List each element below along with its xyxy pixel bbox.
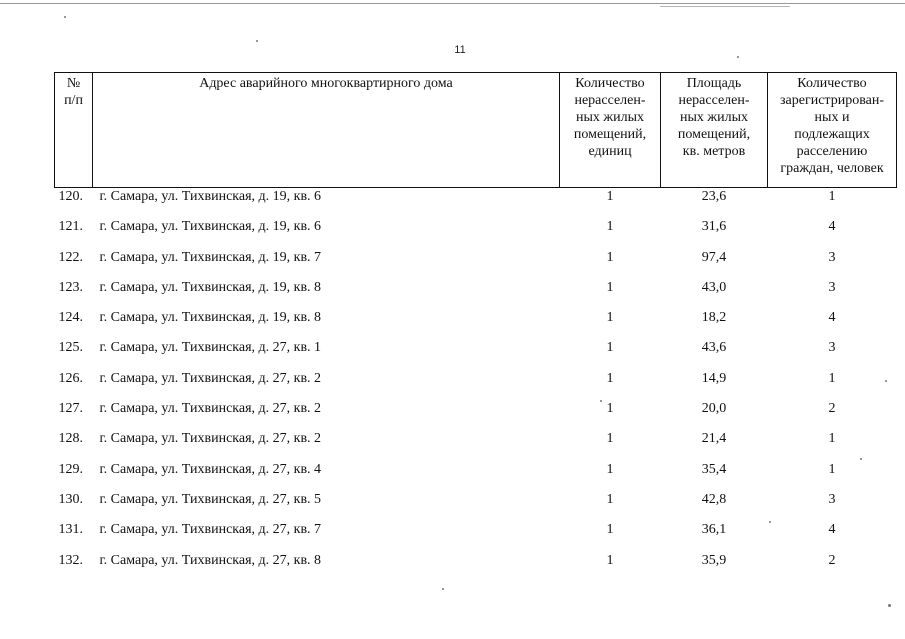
table-row — [55, 521, 897, 551]
row-area: 18,2 — [701, 310, 727, 326]
row-residents: 4 — [828, 522, 836, 538]
table-row — [55, 552, 897, 582]
scan-speck — [737, 56, 739, 58]
row-address: г. Самара, ул. Тихвинская, д. 19, кв. 8 — [99, 279, 322, 295]
row-area: 36,1 — [701, 522, 727, 538]
row-unit-count: 1 — [606, 189, 614, 204]
scan-speck — [888, 604, 891, 607]
row-number: 131. — [58, 522, 83, 538]
scan-speck — [769, 521, 771, 523]
row-number: 121. — [58, 219, 83, 235]
scan-top-edge — [0, 3, 905, 4]
row-number: 132. — [58, 552, 83, 568]
table-row — [55, 339, 897, 369]
scan-speck — [256, 40, 258, 42]
row-unit-count: 1 — [606, 431, 614, 447]
row-unit-count: 1 — [606, 401, 614, 417]
table-row — [55, 188, 897, 219]
row-unit-count: 1 — [606, 491, 614, 507]
row-residents: 2 — [828, 552, 836, 568]
page-number: 11 — [454, 44, 466, 56]
row-unit-count: 1 — [606, 279, 614, 295]
row-area: 42,8 — [701, 491, 727, 507]
row-address: г. Самара, ул. Тихвинская, д. 19, кв. 7 — [99, 249, 322, 265]
row-address: г. Самара, ул. Тихвинская, д. 27, кв. 8 — [99, 552, 322, 568]
row-unit-count: 1 — [606, 340, 614, 356]
row-area: 35,9 — [701, 552, 727, 568]
table-row — [55, 309, 897, 339]
row-unit-count: 1 — [606, 552, 614, 568]
row-address: г. Самара, ул. Тихвинская, д. 27, кв. 2 — [99, 401, 322, 417]
row-address: г. Самара, ул. Тихвинская, д. 27, кв. 2 — [99, 431, 322, 447]
row-area: 20,0 — [701, 401, 727, 417]
row-area: 21,4 — [701, 431, 727, 447]
table-row — [55, 218, 897, 248]
table-row — [55, 491, 897, 521]
table-row — [55, 461, 897, 491]
header-row — [55, 73, 897, 188]
table-row — [55, 370, 897, 400]
row-area: 31,6 — [701, 219, 727, 235]
row-number: 127. — [58, 401, 83, 417]
row-number: 122. — [58, 249, 83, 265]
row-number: 130. — [58, 491, 83, 507]
scan-speck — [442, 588, 444, 590]
table-header — [55, 73, 897, 188]
row-area: 43,0 — [701, 279, 727, 295]
row-residents: 3 — [828, 491, 836, 507]
row-unit-count: 1 — [606, 310, 614, 326]
table-row — [55, 400, 897, 430]
row-residents: 1 — [828, 370, 836, 386]
row-residents: 3 — [828, 279, 836, 295]
row-number: 123. — [58, 279, 83, 295]
row-residents: 3 — [828, 249, 836, 265]
row-number: 120. — [58, 189, 83, 204]
row-unit-count: 1 — [606, 249, 614, 265]
row-area: 43,6 — [701, 340, 727, 356]
row-residents: 1 — [828, 431, 836, 447]
table-row — [55, 279, 897, 309]
row-area: 23,6 — [701, 189, 727, 204]
table-row — [55, 430, 897, 460]
row-number: 125. — [58, 340, 83, 356]
row-address: г. Самара, ул. Тихвинская, д. 27, кв. 2 — [99, 370, 322, 386]
row-unit-count: 1 — [606, 522, 614, 538]
scan-top-edge-mark — [660, 6, 790, 7]
header-residents: Количество зарегистрирован- ных и подлежащих расселению граждан, человек — [768, 73, 897, 188]
header-address: Адрес аварийного многоквартирного дома — [93, 73, 560, 188]
row-residents: 1 — [828, 189, 836, 204]
row-address: г. Самара, ул. Тихвинская, д. 27, кв. 4 — [99, 461, 322, 477]
row-address: г. Самара, ул. Тихвинская, д. 27, кв. 1 — [99, 340, 322, 356]
row-residents: 3 — [828, 340, 836, 356]
row-area: 35,4 — [701, 461, 727, 477]
scan-speck — [885, 380, 887, 382]
row-unit-count: 1 — [606, 370, 614, 386]
row-number: 129. — [58, 461, 83, 477]
header-number: № п/п — [55, 73, 93, 188]
row-area: 97,4 — [701, 249, 727, 265]
row-address: г. Самара, ул. Тихвинская, д. 27, кв. 7 — [99, 522, 322, 538]
scan-speck — [600, 400, 602, 402]
row-residents: 1 — [828, 461, 836, 477]
row-residents: 4 — [828, 219, 836, 235]
scan-speck — [64, 16, 66, 18]
row-number: 128. — [58, 431, 83, 447]
row-area: 14,9 — [701, 370, 727, 386]
row-address: г. Самара, ул. Тихвинская, д. 27, кв. 5 — [99, 491, 322, 507]
dwellings-table — [54, 72, 897, 582]
row-number: 126. — [58, 370, 83, 386]
row-number: 124. — [58, 310, 83, 326]
header-area: Площадь нерасселен- ных жилых помещений, кв. метров — [661, 73, 768, 188]
row-residents: 2 — [828, 401, 836, 417]
row-unit-count: 1 — [606, 461, 614, 477]
table-row — [55, 249, 897, 279]
header-unit-count: Количество нерасселен- ных жилых помещений, единиц — [560, 73, 661, 188]
scan-speck — [860, 458, 862, 460]
row-address: г. Самара, ул. Тихвинская, д. 19, кв. 8 — [99, 310, 322, 326]
row-address: г. Самара, ул. Тихвинская, д. 19, кв. 6 — [99, 219, 322, 235]
row-address: г. Самара, ул. Тихвинская, д. 19, кв. 6 — [99, 189, 322, 204]
row-residents: 4 — [828, 310, 836, 326]
row-unit-count: 1 — [606, 219, 614, 235]
